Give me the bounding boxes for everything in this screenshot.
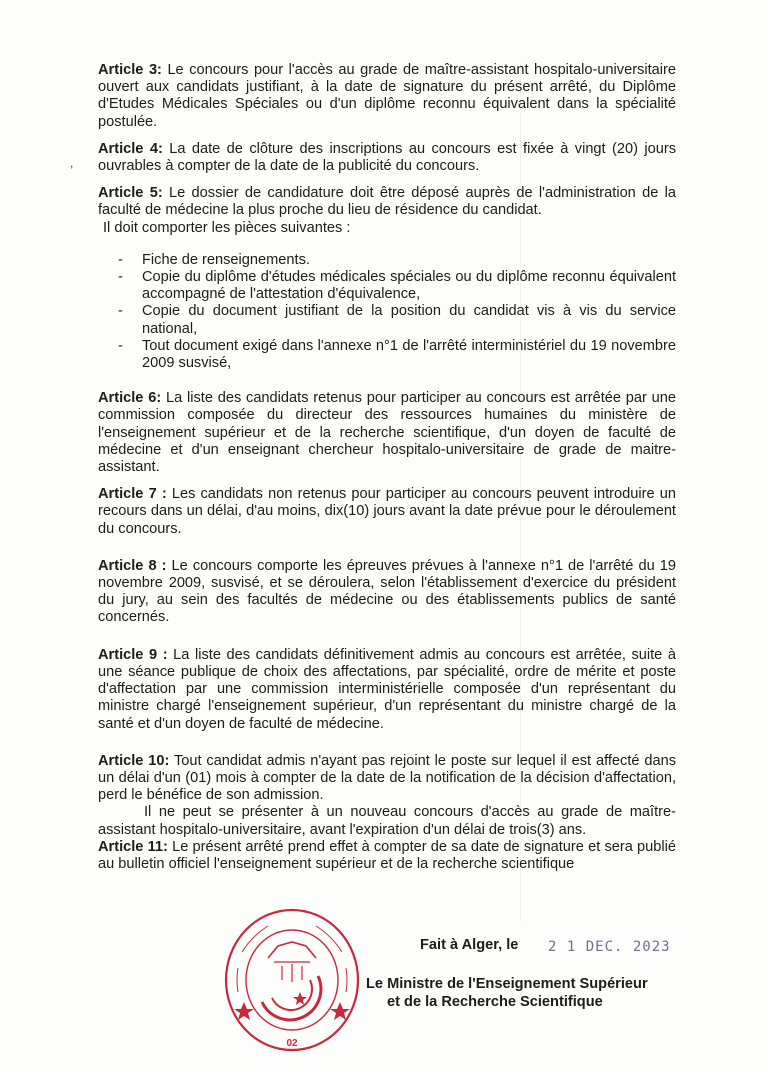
article-label: Article 4: <box>98 140 163 157</box>
required-documents-list <box>98 252 676 372</box>
article-text: Tout candidat admis n'ayant pas rejoint le poste sur lequel il est affecté dans un délai d'un (01) mois à compter de la date de la notification de la décision d'affectation, perd le bénéfice de son admission. <box>98 752 676 804</box>
article-10-paragraph-2: Il ne peut se présenter à un nouveau concours d'accès au grade de maître-assistant hospitalo-universitaire, avant l'expiration d'un délai de trois(3) ans. <box>98 804 676 838</box>
document-body <box>98 62 676 883</box>
article-text: La date de clôture des inscriptions au concours est fixée à vingt (20) jours ouvrables à compter de la date de la publicité du concours. <box>98 140 677 175</box>
star-icon <box>293 992 307 1005</box>
article-text: La liste des candidats retenus pour participer au concours est arrêtée par une commission composée du directeur des ressources humaines du ministère de l'enseignement supérieur et de la recherche scientifique, d'un doyen de faculté de médecine et d'un enseignant chercheur hospitalo-universitaire de grade de maitre-assistant. <box>98 390 677 476</box>
article-10 <box>98 753 676 805</box>
list-item: - Fiche de renseignements. <box>118 251 310 268</box>
article-4 <box>98 141 676 175</box>
article-label: Article 8 : <box>98 557 167 574</box>
list-item: - Copie du document justifiant de la position du candidat vis à vis du service national, <box>118 303 676 337</box>
article-text: Le présent arrêté prend effet à compter de sa date de signature et sera publié au bulletin officiel l'enseignement supérieur et de la recherche scientifique <box>98 838 676 872</box>
article-label: Article 9 : <box>98 646 168 663</box>
article-label: Article 7 : <box>98 486 167 503</box>
article-text: Le concours pour l'accès au grade de maître-assistant hospitalo-universitaire ouvert aux candidats justifiant, à la date de signature du présent arrêté, du Diplôme d'Etudes Médicales Spéciales ou d'un diplôme reconnu équivalent dans la spécialité postulée. <box>98 62 676 130</box>
article-label: Article 10: <box>98 752 170 769</box>
article-label: Article 6: <box>98 390 162 407</box>
article-11 <box>98 839 676 873</box>
minister-title-line-2: et de la Recherche Scientifique <box>387 994 603 1010</box>
minister-title-line-1: Le Ministre de l'Enseignement Supérieur <box>366 976 648 992</box>
list-item: - Copie du diplôme d'études médicales spéciales ou du diplôme reconnu équivalent accompagné de l'attestation d'équivalence, <box>118 269 676 303</box>
article-text: Le dossier de candidature doit être déposé auprès de l'administration de la faculté de médecine la plus proche du lieu de résidence du candidat. <box>98 185 676 219</box>
article-text: Le concours comporte les épreuves prévues à l'annexe n°1 de l'arrêté du 19 novembre 2009, susvisé, et se déroulera, selon l'établissement d'exercice du président du jury, au sein des facultés de médecine ou des établissements publics de santé concernés. <box>98 557 676 626</box>
minister-signature-block <box>366 975 666 1011</box>
article-5 <box>98 185 676 219</box>
article-5-intro: Il doit comporter les pièces suivantes : <box>103 219 351 236</box>
article-label: Article 5: <box>98 185 163 202</box>
article-text: La liste des candidats définitivement admis au concours est arrêtée, suite à une séance publique de choix des affectations, par spécialité, ordre de mérite et poste d'affectation par une commission interministérielle composée d'un représentant du ministre chargé l'enseignement supérieur, d'un représentant du ministre chargé de la santé et d'un doyen de faculté de médecine. <box>98 646 677 732</box>
list-item: - Tout document exigé dans l'annexe n°1 de l'arrêté interministériel du 19 novembre 2009 susvisé, <box>118 337 676 372</box>
margin-mark: , <box>70 156 74 170</box>
article-label: Article 11: <box>98 838 168 855</box>
article-label: Article 3: <box>98 62 162 78</box>
article-text: Les candidats non retenus pour participer au concours peuvent introduire un recours dans un délai, d'au moins, dix(10) jours avant la date prévue pour le déroulement du concours. <box>98 486 676 537</box>
article-3 <box>98 62 676 131</box>
signature-place: Fait à Alger, le <box>420 937 519 953</box>
official-seal <box>222 906 362 1054</box>
article-8 <box>98 558 676 627</box>
article-9 <box>98 647 676 733</box>
seal-number: 02 <box>286 1038 298 1049</box>
date-stamp: 2 1 DEC. 2023 <box>548 939 671 955</box>
article-6 <box>98 390 676 476</box>
article-7 <box>98 486 676 538</box>
